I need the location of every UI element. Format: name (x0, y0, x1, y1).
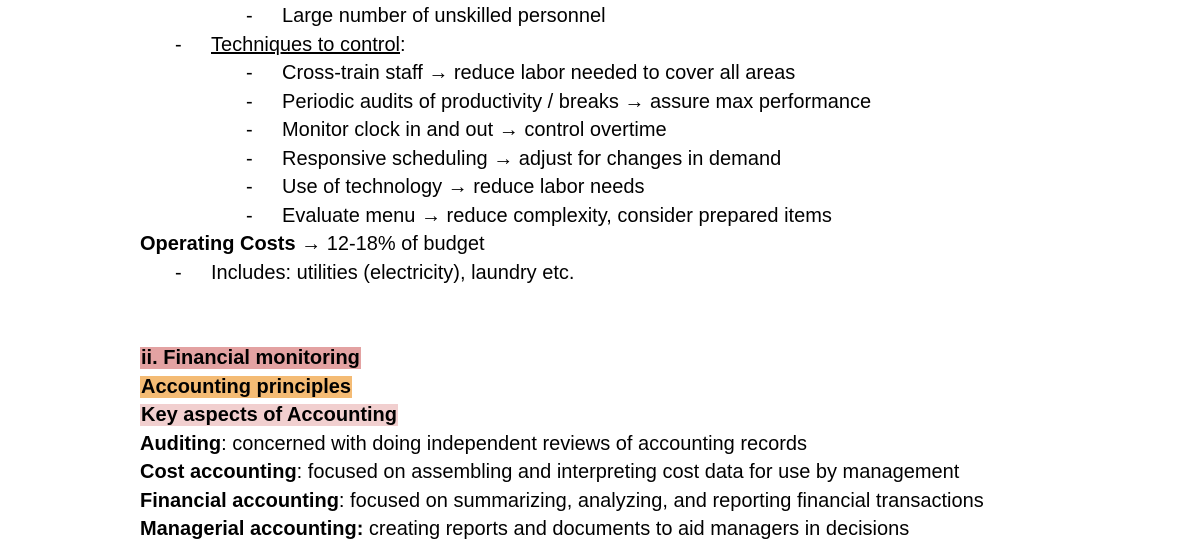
key-aspects-heading: Key aspects of Accounting (141, 404, 397, 426)
techniques-heading-suffix: : (400, 34, 406, 56)
techniques-heading-text: Techniques to control (211, 34, 401, 56)
definition-text: : focused on summarizing, analyzing, and reporting financial transactions (338, 490, 984, 512)
definition-term: Cost accounting (140, 461, 297, 483)
list-item: Periodic audits of productivity / breaks → assure max performance (282, 91, 872, 113)
list-item: Use of technology → reduce labor needs (282, 176, 645, 198)
bullet-dash: - (175, 262, 182, 284)
operating-costs-term: Operating Costs (140, 233, 296, 255)
bullet-dash: - (246, 148, 253, 170)
bullet-dash: - (175, 34, 182, 56)
definition-term: Managerial accounting: (140, 518, 364, 540)
operating-costs-heading (140, 230, 485, 258)
definition-item (140, 487, 984, 515)
key-aspects-heading-line (140, 401, 398, 429)
definition-text: : concerned with doing independent reviews of accounting records (221, 433, 808, 455)
list-item: Includes: utilities (electricity), laundry etc. (211, 262, 575, 284)
definition-term: Financial accounting (140, 490, 339, 512)
section-heading (140, 344, 361, 372)
definition-text: creating reports and documents to aid managers in decisions (363, 518, 910, 540)
list-item: Responsive scheduling → adjust for changes in demand (282, 148, 782, 170)
bullet-dash: - (246, 119, 253, 141)
list-item: Large number of unskilled personnel (282, 5, 606, 27)
list-item: Evaluate menu → reduce complexity, consider prepared items (282, 205, 832, 227)
bullet-dash: - (246, 205, 253, 227)
operating-costs-description: → 12-18% of budget (295, 233, 485, 255)
definition-item (140, 515, 909, 543)
definition-term: Auditing (140, 433, 222, 455)
financial-monitoring-heading: ii. Financial monitoring (141, 347, 360, 369)
techniques-heading (211, 31, 406, 59)
bullet-dash: - (246, 91, 253, 113)
definition-item (140, 430, 807, 458)
bullet-dash: - (246, 62, 253, 84)
list-item: Monitor clock in and out → control overtime (282, 119, 667, 141)
subsection-heading (140, 373, 352, 401)
bullet-dash: - (246, 5, 253, 27)
bullet-dash: - (246, 176, 253, 198)
definition-text: : focused on assembling and interpreting cost data for use by management (296, 461, 960, 483)
definition-item (140, 458, 959, 486)
list-item: Cross-train staff → reduce labor needed to cover all areas (282, 62, 796, 84)
accounting-principles-heading: Accounting principles (141, 376, 352, 398)
